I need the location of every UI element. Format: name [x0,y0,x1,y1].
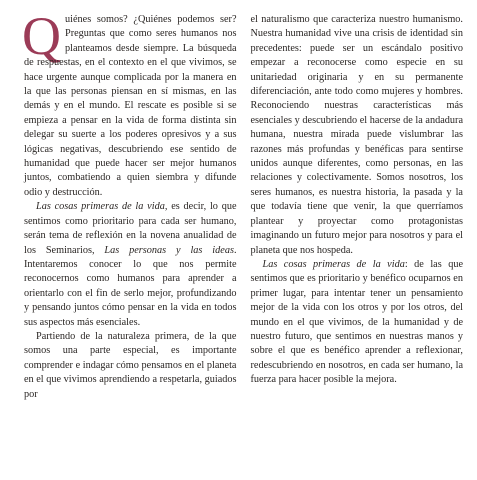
paragraph-cosas-primeras [24,200,237,330]
paragraph-text: el naturalismo que caracteriza nuestro humanismo. Nuestra humanidad vive una crisis de identidad sin precedentes: puede ser un escándalo positivo empezar a reconocerse como especie en su unitariedad originaria y en su permanente diferenciación, ante todo como mujeres y hombres. Reconociendo nuestras características más esenciales y descubriendo el hacerse de la andadura humana, nuestra mirada puede vislumbrar las razones más profundas y benéficas para sentirse unidos aunque diferentes, como personas, en las relaciones y colectivamente. Somos nosotros, los seres humanos, es nuestra historia, la pasada y la que todavía tiene que venir, la que querríamos plantear y proyectar como protagonistas imaginando un futuro mejor para nosotros y para el planeta que nos hospeda. [250,14,463,256]
paragraph-humanismo [251,13,464,258]
left-column [22,6,237,480]
paragraph-text: Partiendo de la naturaleza primera, de la que somos una parte especial, es importante comprender e indagar cómo pensamos en el planeta en el que vivimos aprendiendo a respetarla, guiados por [24,330,237,400]
right-column [251,13,464,480]
intro-text: uiénes somos? ¿Quiénes podemos ser? Preguntas que como seres humanos nos planteamos desde siempre. La búsqueda de respuestas, en el contexto en el que vivimos, se hace urgente aunque complicada por la manera en la que las personas piensan en sí mismas, en las demás y en el mundo. El rescate es posible si se empieza a pensar en la vida de forma distinta sin delegar su suerte a los poderes opresivos y a sus lógicas negativas, descubriendo ese sentido de humanidad que puede hacer ser mejor humanos juntos, combatiendo a quien siembra y difunde odio y destrucción. [24,14,237,198]
paragraph-naturaleza [24,330,237,402]
paragraph-text: es decir, lo que sentimos como prioritario para cada ser humano, serán tema de reflexión en la novena anualidad de los Seminarios, [24,201,237,256]
dropcap-letter: Q [22,6,61,66]
paragraph-text: : de las que sentimos que es prioritario y benéfico ocuparnos en primer lugar, para intentar tener un pensamiento mejor de la vida con los otros y por los otros, del mundo en el que vivimos, de la humanidad y de nuestro futuro, que sentimos en nuestras manos y sobre el que es benéfico aprender a reflexionar, redescubriendo en nosotros, en cada ser humano, la fuerza para hacer posible la mejora. [250,258,463,386]
italic-title: Las cosas primeras de la vida, [36,201,168,213]
italic-title: Las cosas primeras de la vida [262,258,405,270]
paragraph-intro [22,6,237,200]
paragraph-conclusion [251,258,464,388]
paragraph-text: . Intentaremos conocer lo que nos permite reconocernos como humanos para aprender a orientarlo con el fin de serlo mejor, profundizando y pensando juntos cómo pensar en la vida en todos sus aspectos más esenciales. [24,244,237,328]
italic-seminar-title: Las personas y las ideas [104,244,234,256]
